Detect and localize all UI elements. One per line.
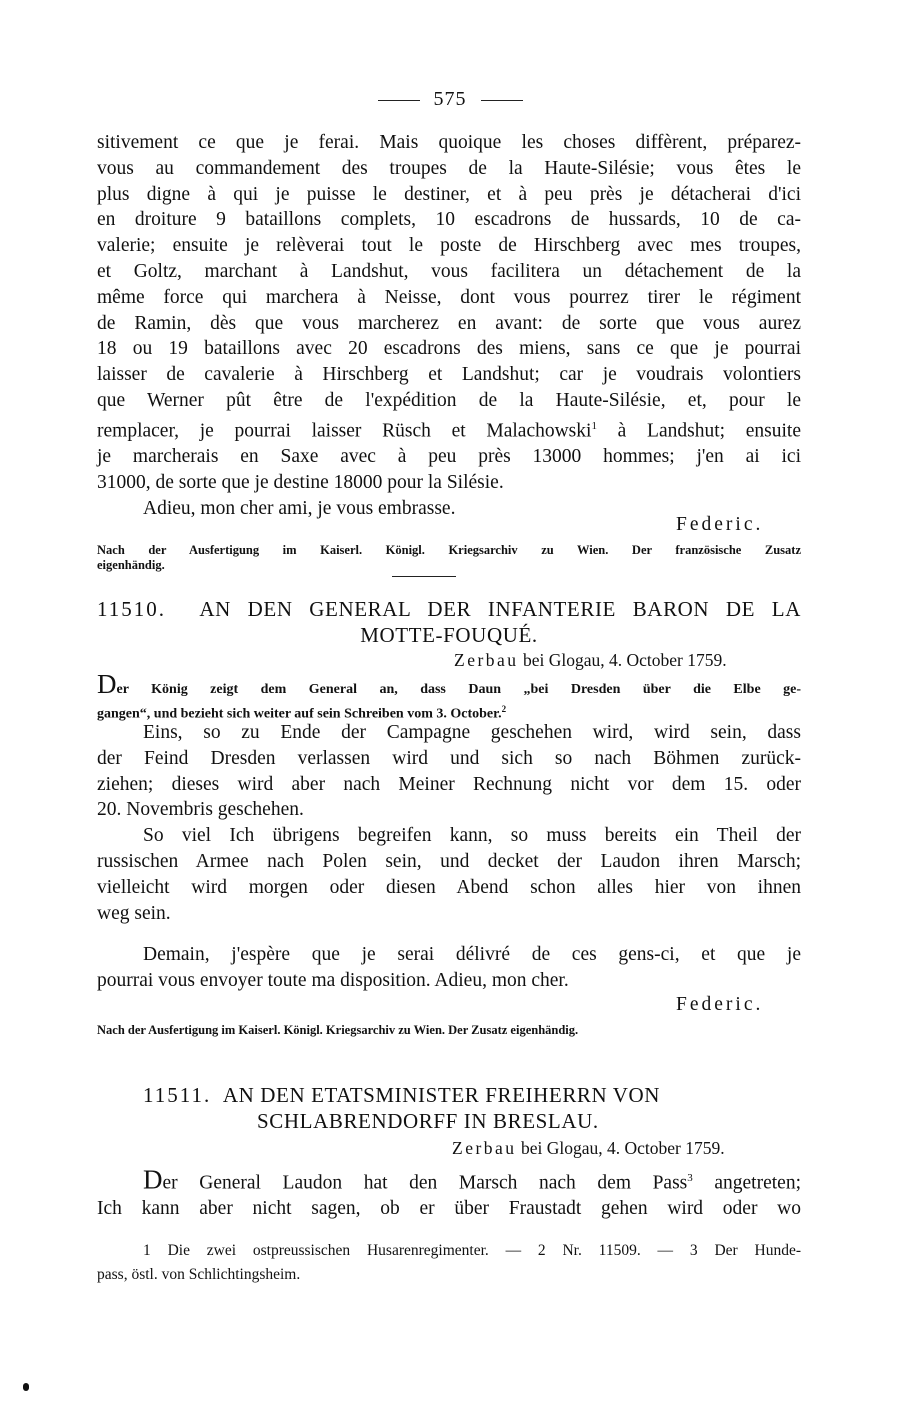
letter-body (97, 942, 801, 994)
page-number-text: 575 (433, 88, 467, 110)
date-place: Zerbau (454, 650, 519, 670)
letter-number: 11511. (143, 1083, 212, 1107)
text-line: russischen Armee nach Polen sein, und decket der Laudon ihren Marsch; (97, 850, 801, 872)
source-note: Nach der Ausfertigung im Kaiserl. Königl. Kriegsarchiv zu Wien. Der französische Zusatz (97, 543, 801, 557)
page-number-dash-left (378, 100, 420, 101)
summary-text: gangen“, und bezieht sich weiter auf sein Schreiben vom 3. October. (97, 706, 502, 722)
text-line: laisser de cavalerie à Hirschberg et Landshut; car je voudrais volontiers (97, 364, 801, 386)
text-line: weg sein. (97, 902, 171, 924)
text-line: vous au commandement des troupes de la Haute-Silésie; vous êtes le (97, 157, 801, 179)
text-line: que Werner pût être de l'expédition de la Haute-Silésie, et, pour le (97, 389, 801, 411)
text-line: pourrai vous envoyer toute ma disposition. Adieu, mon cher. (97, 969, 569, 991)
text-segment: angetreten; (692, 1172, 801, 1194)
letter-continuation (97, 130, 801, 521)
text-line: Eins, so zu Ende der Campagne geschehen wird, wird sein, dass (143, 722, 801, 743)
footnote-line: 1 Die zwei ostpreussischen Husarenregimenter. — 2 Nr. 11509. — 3 Der Hunde- (143, 1242, 801, 1259)
text-line: je marcherais en Saxe avec à peu près 13000 hommes; j'en ai ici (97, 446, 801, 468)
text-line: der Feind Dresden verlassen wird und sich so nach Böhmen zurück- (97, 747, 801, 769)
text-line: vielleicht wird morgen oder diesen Abend schon alles hier von ihnen (97, 876, 801, 898)
text-segment: er General Laudon hat den Marsch nach dem Pass (162, 1172, 688, 1194)
heading-text: AN DEN GENERAL DER INFANTERIE BARON DE LA (199, 597, 801, 621)
text-line: 31000, de sorte que je destine 18000 pour la Silésie. (97, 471, 504, 493)
heading-line: MOTTE-FOUQUÉ. (360, 623, 538, 647)
footnote-ref: 2 (501, 704, 507, 714)
drop-cap: D (97, 669, 117, 699)
text-segment: à Landshut; ensuite (596, 420, 801, 442)
text-line: de Ramin, dès que vous marcherez en avant: de sorte que vous aurez (97, 312, 801, 334)
letter-heading (97, 596, 801, 648)
text-line: Ich kann aber nicht sagen, ob er über Fraustadt gehen wird oder wo (97, 1198, 801, 1220)
letter-body (97, 720, 801, 926)
date-text: bei Glogau, 4. October 1759. (518, 650, 727, 670)
summary-text: er König zeigt dem General an, dass Daun „bei Dresden über die Elbe ge- (116, 682, 801, 697)
heading-line: SCHLABRENDORFF IN BRESLAU. (257, 1109, 599, 1133)
text-line: 20. Novembris geschehen. (97, 799, 304, 821)
letter-summary-line (97, 669, 801, 700)
letter-number: 11510. (97, 597, 166, 621)
heading-line (97, 596, 801, 622)
heading-text: AN DEN ETATSMINISTER FREIHERRN VON (222, 1083, 661, 1107)
letter-heading (143, 1082, 753, 1134)
text-line: So viel Ich übrigens begreifen kann, so muss bereits ein Theil der (143, 825, 801, 847)
page-number (0, 88, 900, 111)
text-line: 18 ou 19 bataillons avec 20 escadrons des miens, sans ce que je pourrai (97, 338, 801, 360)
source-note: eigenhändig. (97, 558, 165, 572)
signature: Federic. (676, 514, 764, 535)
margin-mark (23, 1383, 29, 1391)
closing-line: Adieu, mon cher ami, je vous embrasse. (143, 497, 456, 519)
text-line: ziehen; dieses wird aber nach Meiner Rechnung nicht vor dem 15. oder (97, 773, 801, 795)
footnote-ref: 3 (687, 1172, 693, 1184)
letter-date (452, 1138, 725, 1159)
source-note: Nach der Ausfertigung im Kaiserl. Königl. Kriegsarchiv zu Wien. Der Zusatz eigenhändig. (97, 1023, 579, 1037)
page-number-dash-right (481, 100, 523, 101)
heading-line (143, 1082, 753, 1108)
date-text: bei Glogau, 4. October 1759. (516, 1138, 725, 1158)
text-line: plus digne à qui je puisse le destiner, et à peu près je détacherai d'ici (97, 183, 801, 205)
text-line: en droiture 9 bataillons complets, 10 escadrons de hussards, 10 de ca- (97, 209, 801, 231)
drop-cap: D (143, 1164, 163, 1195)
text-line: sitivement ce que je ferai. Mais quoique les choses diffèrent, préparez- (97, 132, 801, 153)
footnote-ref: 1 (591, 419, 597, 432)
text-line: même force qui marchera à Neisse, dont vous pourrez tirer le régiment (97, 286, 801, 308)
text-line-with-dropcap (97, 1166, 801, 1196)
letter-date (454, 650, 727, 671)
date-place: Zerbau (452, 1138, 517, 1158)
letter-body (97, 1166, 801, 1222)
text-line: Demain, j'espère que je serai délivré de ces gens-ci, et que je (143, 944, 801, 965)
text-line: valerie; ensuite je relèverai tout le poste de Hirschberg avec mes troupes, (97, 235, 801, 257)
text-line-with-footnote (97, 414, 801, 444)
signature: Federic. (676, 994, 764, 1015)
section-divider (392, 576, 456, 577)
footnote-line: pass, östl. von Schlichtingsheim. (97, 1266, 301, 1283)
text-line: et Goltz, marchant à Landshut, vous facilitera un détachement de la (97, 260, 801, 282)
text-segment: remplacer, je pourrai laisser Rüsch et Malachowski (97, 420, 592, 442)
